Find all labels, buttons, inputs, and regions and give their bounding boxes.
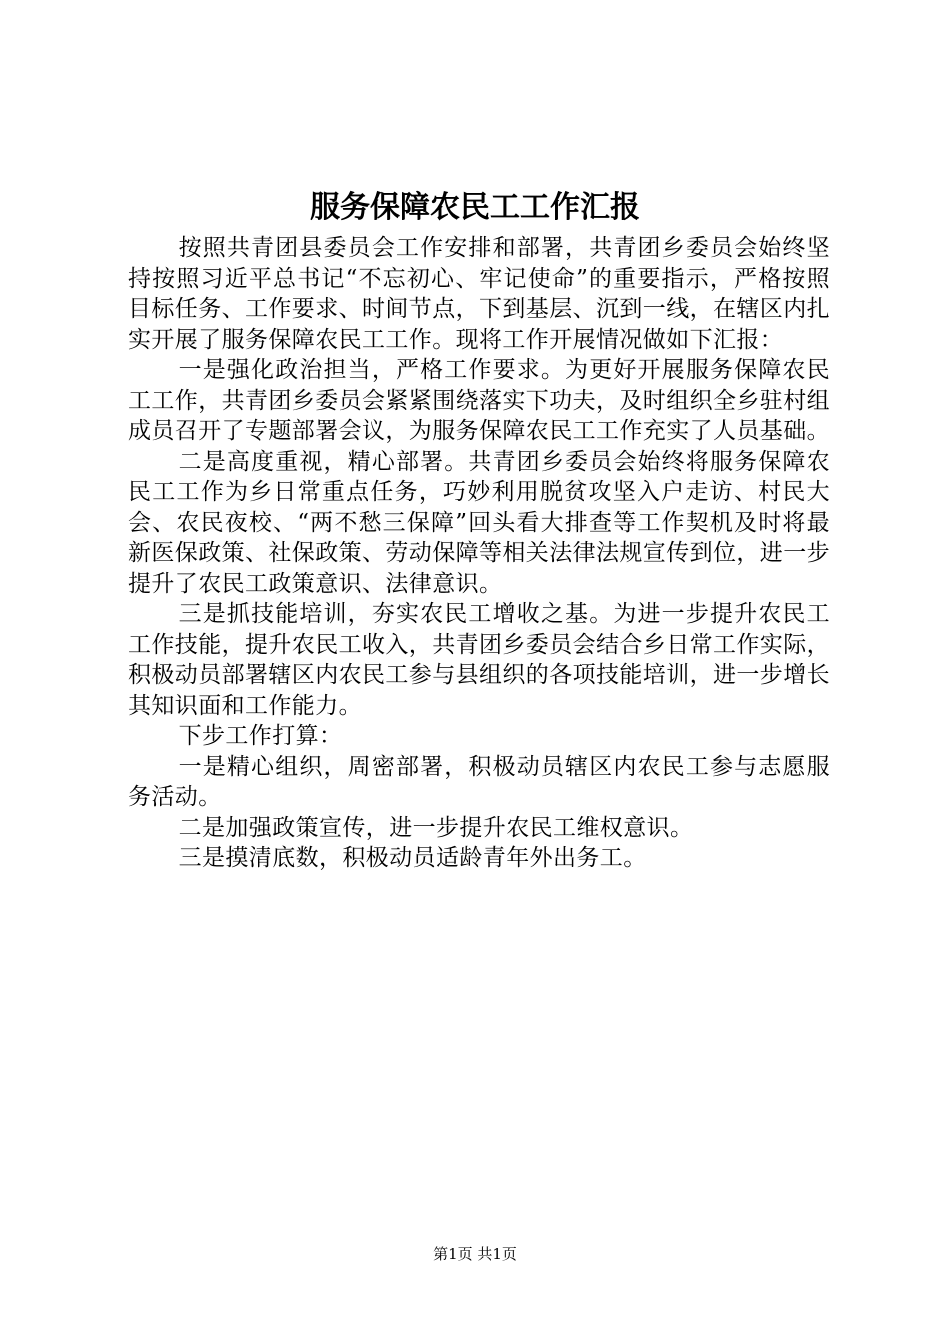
paragraph-point-3: 三是抓技能培训，夯实农民工增收之基。为进一步提升农民工工作技能，提升农民工收入，共青团乡委员会结合乡日常工作实际，积极动员部署辖区内农民工参与县组织的各项技能培训，进一步增长其知识面和工作能力。	[128, 601, 830, 719]
paragraph-next-step-3: 三是摸清底数，积极动员适龄青年外出务工。	[178, 845, 647, 871]
paragraph-point-1: 一是强化政治担当，严格工作要求。为更好开展服务保障农民工工作，共青团乡委员会紧紧围绕落实下功夫，及时组织全乡驻村组成员召开了专题部署会议，为服务保障农民工工作充实了人员基础。	[128, 357, 830, 444]
document-body	[128, 233, 830, 874]
paragraph-next-step-2: 二是加强政策宣传，进一步提升农民工维权意识。	[178, 814, 694, 841]
paragraph-next-step-1: 一是精心组织，周密部署，积极动员辖区内农民工参与志愿服务活动。	[128, 753, 830, 810]
paragraph-intro: 按照共青团县委员会工作安排和部署，共青团乡委员会始终坚持按照习近平总书记“不忘初心、牢记使命”的重要指示，严格按照目标任务、工作要求、时间节点，下到基层、沉到一线，在辖区内扎实开展了服务保障农民工工作。现将工作开展情况做如下汇报：	[128, 235, 830, 353]
paragraph-next-steps-heading: 下步工作打算：	[178, 723, 343, 749]
page-number-footer: 第1页 共1页	[433, 1245, 517, 1263]
document-title: 服务保障农民工工作汇报	[310, 190, 640, 225]
paragraph-point-2: 二是高度重视，精心部署。共青团乡委员会始终将服务保障农民工工作为乡日常重点任务，巧妙利用脱贫攻坚入户走访、村民大会、农民夜校、“两不愁三保障”回头看大排查等工作契机及时将最新医保政策、社保政策、劳动保障等相关法律法规宣传到位，进一步提升了农民工政策意识、法律意识。	[128, 448, 830, 597]
